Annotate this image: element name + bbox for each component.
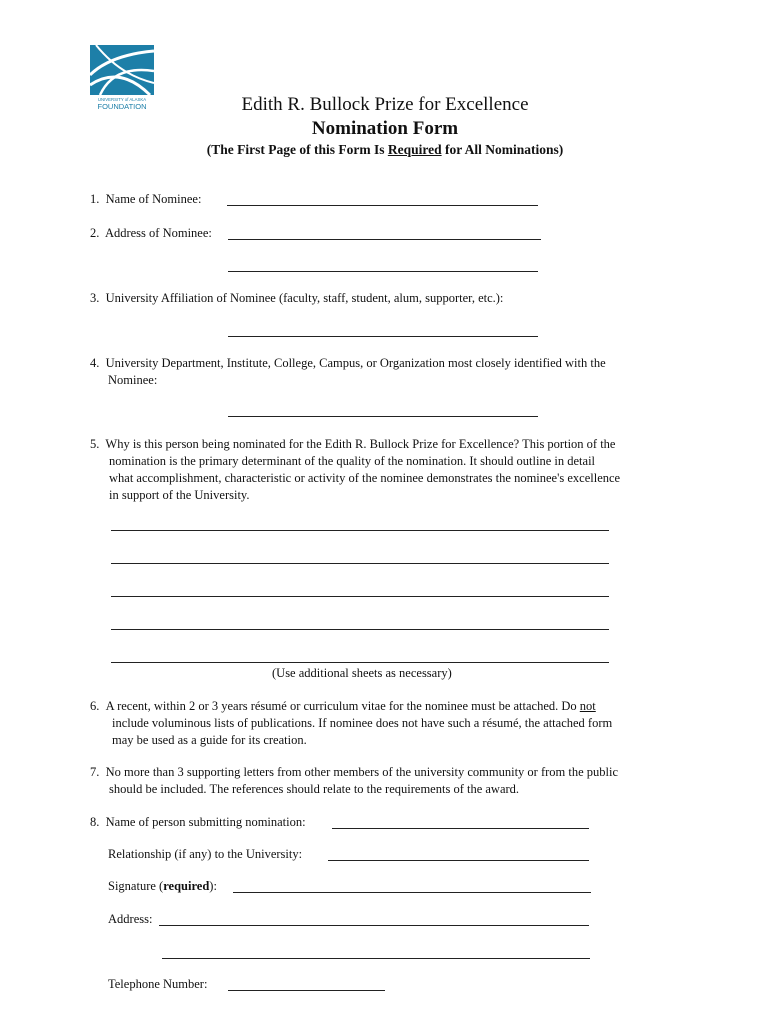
q7-row: 7. No more than 3 supporting letters from other members of the university community or from the public (90, 765, 619, 779)
address-label: Address: (108, 912, 153, 926)
nominee-name-field[interactable] (227, 193, 538, 206)
reason-field-3[interactable] (111, 584, 609, 597)
q5-row: 5. Why is this person being nominated for the Edith R. Bullock Prize for Excellence? This portion of the (90, 437, 616, 451)
q2-label: Address of Nominee: (104, 226, 212, 240)
affiliation-field[interactable] (228, 324, 538, 337)
nominee-address-field-1[interactable] (228, 227, 541, 240)
nominee-address-field-2[interactable] (228, 259, 538, 272)
submitter-label: Name of person submitting nomination: (105, 815, 306, 829)
submitter-address-field-1[interactable] (159, 913, 589, 926)
prize-title: Edith R. Bullock Prize for Excellence (241, 94, 529, 115)
required-emphasis: Required (387, 142, 442, 157)
reason-field-1[interactable] (111, 518, 609, 531)
reason-field-5[interactable] (111, 650, 609, 663)
q3-row: 3. University Affiliation of Nominee (faculty, staff, student, alum, supporter, etc.): (90, 291, 504, 305)
q5-line2: nomination is the primary determinant of the quality of the nomination. It should outline in detail (109, 454, 596, 468)
q1-label: Name of Nominee: (105, 192, 202, 206)
q5-line3: what accomplishment, characteristic or activity of the nominee demonstrates the nominee's excellence (109, 471, 621, 485)
q6-line3: may be used as a guide for its creation. (112, 733, 307, 747)
relationship-label: Relationship (if any) to the University: (108, 847, 303, 861)
q4-row: 4. University Department, Institute, College, Campus, or Organization most closely identified with the (90, 356, 606, 370)
reason-field-2[interactable] (111, 551, 609, 564)
form-subtitle: (The First Page of this Form Is Required for All Nominations) (206, 142, 564, 157)
q5-line4: in support of the University. (109, 488, 250, 502)
department-field[interactable] (228, 404, 538, 417)
q7-line2: should be included. The references should relate to the requirements of the award. (109, 782, 520, 796)
relationship-field[interactable] (328, 848, 589, 861)
telephone-field[interactable] (228, 978, 385, 991)
signature-label: Signature (required): (108, 879, 217, 893)
not-emphasis: not (579, 699, 596, 713)
q8-row: 8. Name of person submitting nomination: (90, 815, 306, 829)
logo-large-text: FOUNDATION (97, 102, 147, 111)
q6-row: 6. A recent, within 2 or 3 years résumé or curriculum vitae for the nominee must be attached. Do not (90, 699, 596, 713)
form-title: Nomination Form (311, 118, 459, 139)
q1-row: 1. Name of Nominee: (90, 192, 202, 206)
required-bold: required (163, 879, 210, 893)
reason-field-4[interactable] (111, 617, 609, 630)
q2-row: 2. Address of Nominee: (90, 226, 212, 240)
q4-line2: Nominee: (108, 373, 158, 387)
submitter-name-field[interactable] (332, 816, 589, 829)
q3-label: University Affiliation of Nominee (faculty, staff, student, alum, supporter, etc.): (105, 291, 504, 305)
additional-sheets-note: (Use additional sheets as necessary) (272, 666, 452, 680)
logo-small-text: UNIVERSITY of ALASKA (97, 97, 147, 102)
q6-line2: include voluminous lists of publications. If nominee does not have such a résumé, the attached form (112, 716, 613, 730)
telephone-label: Telephone Number: (108, 977, 208, 991)
submitter-address-field-2[interactable] (162, 946, 590, 959)
signature-field[interactable] (233, 880, 591, 893)
